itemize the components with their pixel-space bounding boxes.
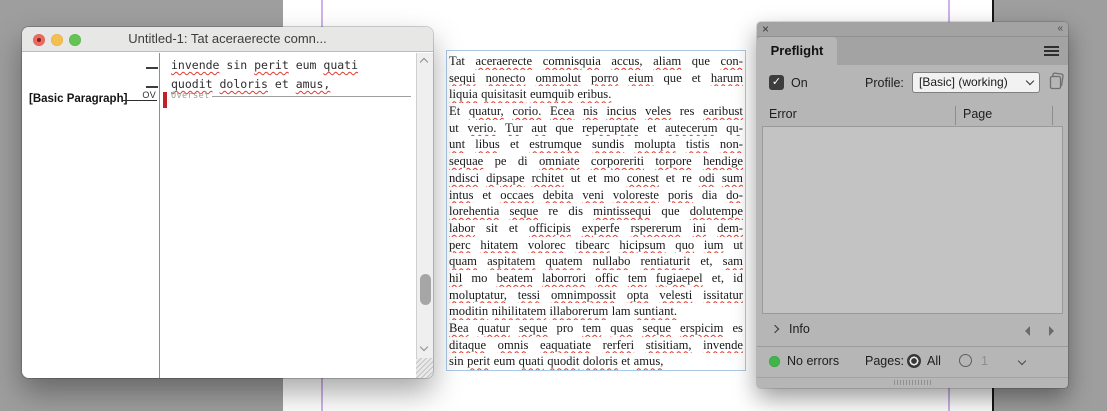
word: porro xyxy=(591,70,619,85)
word: ditaque xyxy=(449,337,487,352)
word: et xyxy=(274,77,289,91)
word: opta xyxy=(626,287,649,302)
overset-depth-marker: OV xyxy=(123,90,157,101)
word: verio. xyxy=(467,120,497,135)
word: odi xyxy=(698,170,715,185)
word: dis xyxy=(568,204,584,219)
word: hitatem xyxy=(480,237,519,252)
word: pro xyxy=(556,321,574,335)
collapse-icon[interactable]: « xyxy=(1057,23,1062,34)
word: dipsape xyxy=(486,170,525,185)
word: Tat xyxy=(449,54,465,68)
word: tibearc xyxy=(575,237,610,252)
word: re xyxy=(682,170,692,185)
word: accus, xyxy=(611,54,643,68)
vertical-scrollbar[interactable] xyxy=(416,53,433,378)
word: fugiaepel xyxy=(655,270,703,285)
word: poris xyxy=(667,187,694,202)
word: volorec xyxy=(527,237,566,252)
word: Bea xyxy=(449,321,469,335)
panel-resize-grip[interactable] xyxy=(894,380,932,385)
word: moditin xyxy=(449,304,489,319)
story-editor-titlebar[interactable] xyxy=(22,27,433,52)
word: invende xyxy=(703,337,743,352)
word: mo xyxy=(471,270,488,285)
word: eumquib xyxy=(529,87,575,102)
word: sundis xyxy=(591,137,625,152)
status-text: No errors xyxy=(787,354,840,368)
word: eium xyxy=(628,70,654,85)
next-arrow-icon[interactable] xyxy=(1049,326,1054,336)
on-label: On xyxy=(791,76,808,90)
word: ut xyxy=(733,237,743,252)
word: liquia xyxy=(449,87,478,102)
paragraph-style-column xyxy=(22,53,160,378)
word: ut xyxy=(449,120,459,135)
word: labor xyxy=(449,220,475,235)
word: et xyxy=(508,220,518,235)
word: harum xyxy=(710,70,743,85)
word: unt xyxy=(449,137,466,152)
column-separator[interactable] xyxy=(1052,106,1053,125)
prev-arrow-icon[interactable] xyxy=(1025,326,1030,336)
text-line xyxy=(449,53,743,70)
window-resize-grip[interactable] xyxy=(416,358,433,378)
word: hicipsum xyxy=(619,237,666,252)
word: ndisci xyxy=(449,170,480,185)
text-line xyxy=(449,237,743,254)
word: offic xyxy=(595,270,619,285)
word: que xyxy=(661,204,680,219)
text-cursor xyxy=(163,92,167,108)
word: con- xyxy=(720,54,743,68)
word: tem xyxy=(582,321,602,335)
word: quodit xyxy=(547,354,580,369)
word: beatem xyxy=(496,270,533,285)
text-line xyxy=(449,187,743,204)
word: res xyxy=(679,104,695,119)
word: perit xyxy=(254,58,289,72)
word: omnis xyxy=(497,337,529,352)
word: quam xyxy=(449,254,477,269)
radio-single-page[interactable] xyxy=(959,354,972,367)
word: di xyxy=(517,154,528,169)
word: quisitasit xyxy=(481,87,527,102)
word: issitatur xyxy=(703,287,743,302)
page-dropdown-chevron-icon[interactable] xyxy=(1018,357,1026,365)
word: quatem xyxy=(545,254,583,269)
panel-tab-row xyxy=(757,37,1068,65)
preflight-panel xyxy=(757,22,1068,388)
word: tistis xyxy=(685,137,710,152)
word: ini xyxy=(692,220,707,235)
word: seque xyxy=(509,204,539,219)
word: et xyxy=(665,170,676,185)
line-tick xyxy=(146,86,158,88)
word: intus xyxy=(449,187,474,202)
word: quatur, xyxy=(468,104,504,119)
word: Ecea xyxy=(549,104,575,119)
word: aspitatem xyxy=(487,254,536,269)
word: seque xyxy=(518,321,548,335)
word: suntiant. xyxy=(633,304,678,319)
word: aliam xyxy=(653,54,682,68)
word: seque xyxy=(642,321,672,335)
word: autecerum xyxy=(665,120,718,135)
word: quas xyxy=(610,321,634,335)
word: pe xyxy=(494,154,507,169)
word: quatur xyxy=(477,321,510,335)
profile-value: [Basic] (working) xyxy=(919,75,1008,89)
word: quodit xyxy=(171,77,213,91)
status-bar xyxy=(757,352,1068,378)
word: doloris xyxy=(582,354,618,369)
info-label: Info xyxy=(789,322,810,336)
word: illaborerum xyxy=(549,304,609,319)
word: rerferi xyxy=(602,337,635,352)
info-expander[interactable] xyxy=(757,318,1068,344)
word: et xyxy=(482,187,492,202)
word: veles xyxy=(645,104,672,119)
word: mo xyxy=(603,170,620,185)
word: rentiaturit xyxy=(640,254,691,269)
word: hil xyxy=(449,270,463,285)
word: et xyxy=(587,170,597,185)
word: veni xyxy=(582,187,604,202)
word: et xyxy=(621,354,631,369)
word: stisitiam, xyxy=(645,337,692,352)
word: lorehentia xyxy=(449,204,500,219)
word: nonecto xyxy=(485,70,526,85)
panel-menu-icon[interactable] xyxy=(1044,46,1059,56)
word: ium xyxy=(703,237,724,252)
word: perit xyxy=(467,354,491,369)
word: invende xyxy=(171,58,220,72)
word: rchitet xyxy=(531,170,564,185)
column-error: Error xyxy=(769,107,797,121)
word: qu- xyxy=(726,120,743,135)
word: molupta xyxy=(634,137,676,152)
text-line xyxy=(449,120,743,137)
radio-all-pages[interactable] xyxy=(907,354,921,368)
word: et xyxy=(510,137,520,152)
word: que xyxy=(691,54,710,68)
word: aut xyxy=(531,120,547,135)
column-page: Page xyxy=(963,107,993,121)
close-icon[interactable]: × xyxy=(762,22,770,36)
word: sequae xyxy=(449,154,484,169)
word: sum xyxy=(721,170,743,185)
word: laborrori xyxy=(542,270,587,285)
word: dia xyxy=(701,187,718,202)
text-line xyxy=(449,170,743,187)
word: estrumque xyxy=(529,137,582,152)
word: earibust xyxy=(703,104,743,119)
word: et xyxy=(647,120,657,135)
overset-divider: Overset xyxy=(171,91,411,101)
text-line xyxy=(449,203,743,220)
text-line xyxy=(449,136,743,153)
word: tem xyxy=(627,270,647,285)
window-title: Untitled-1: Tat aceraerecte comn... xyxy=(128,31,327,46)
word: conest xyxy=(626,170,659,185)
profile-label: Profile: xyxy=(865,76,904,90)
word: et, xyxy=(711,270,725,285)
word: incius xyxy=(606,104,637,119)
text-line xyxy=(449,303,743,320)
paragraph-style-label: [Basic Paragraph] xyxy=(29,93,128,105)
word: hendige xyxy=(703,154,743,169)
word: et, xyxy=(700,254,713,269)
status-dot xyxy=(769,356,780,367)
word: moluptatur, xyxy=(449,287,507,302)
story-editor-window xyxy=(22,27,433,378)
word: quati xyxy=(518,354,544,369)
error-list xyxy=(762,126,1063,314)
story-lines xyxy=(171,56,416,94)
word: sin xyxy=(226,58,248,72)
panel-titlebar[interactable] xyxy=(757,22,1068,37)
word: officipis xyxy=(529,220,571,235)
word: quo xyxy=(675,237,695,252)
column-separator[interactable] xyxy=(955,106,956,125)
error-list-header xyxy=(757,106,1068,126)
text-line xyxy=(449,153,743,170)
word: comnisquia xyxy=(542,54,601,68)
word: ommolut xyxy=(535,70,581,85)
word: rspererum xyxy=(630,220,682,235)
word: omnimpossit xyxy=(550,287,617,302)
word: Et xyxy=(449,104,461,119)
word: doloris xyxy=(219,77,268,91)
text-line xyxy=(449,253,743,270)
word: dolutempe xyxy=(689,204,743,219)
text-line xyxy=(449,337,743,354)
word: nis xyxy=(583,104,598,119)
word: eribus. xyxy=(577,87,612,102)
word: nullabo xyxy=(592,254,631,269)
story-line xyxy=(171,56,416,75)
word: erspicim xyxy=(680,321,724,335)
word: ut xyxy=(570,170,581,185)
word: amus, xyxy=(295,77,331,91)
on-checkbox[interactable]: ✓ xyxy=(769,75,784,90)
chevron-right-icon xyxy=(771,325,779,333)
text-line xyxy=(449,270,743,287)
text-line xyxy=(449,103,743,120)
scroll-down-icon[interactable] xyxy=(420,343,428,351)
word: mintissequi xyxy=(593,204,652,219)
word: experfe xyxy=(581,220,620,235)
text-line xyxy=(449,220,743,237)
embed-profile-icon[interactable] xyxy=(1048,72,1065,90)
single-page-value: 1 xyxy=(981,354,988,368)
word: debita xyxy=(542,187,574,202)
word: libus xyxy=(475,137,500,152)
word: voloreste xyxy=(612,187,660,202)
overset-dash xyxy=(123,90,140,101)
word: re xyxy=(548,204,559,219)
frame-text xyxy=(449,53,743,370)
word: eum xyxy=(295,58,317,72)
word: que xyxy=(555,120,574,135)
word: corio. xyxy=(512,104,542,119)
word: dem- xyxy=(717,220,743,235)
word: lam xyxy=(611,304,631,319)
word: nihilitatem xyxy=(491,304,547,319)
word: es xyxy=(732,321,743,335)
word: eum xyxy=(493,354,516,369)
scrollbar-thumb[interactable] xyxy=(420,274,431,305)
word: tessi xyxy=(517,287,541,302)
word: que xyxy=(663,70,682,85)
word: amus, xyxy=(633,354,664,369)
word: omniate xyxy=(538,154,580,169)
pages-label: Pages: xyxy=(865,354,904,368)
word: eaquatiate xyxy=(540,337,592,352)
word: non- xyxy=(719,137,743,152)
line-tick xyxy=(146,67,158,69)
scroll-up-icon[interactable] xyxy=(420,58,428,66)
word: Tur xyxy=(505,120,523,135)
text-line xyxy=(449,86,743,103)
word: sit xyxy=(485,220,498,235)
word: quati xyxy=(323,58,359,72)
word: aceraerecte xyxy=(475,54,533,68)
word: do- xyxy=(726,187,743,202)
chevron-down-icon xyxy=(1026,77,1034,85)
word: sequi xyxy=(449,70,476,85)
word: sam xyxy=(722,254,743,269)
word: torpore xyxy=(655,154,692,169)
word: velesti xyxy=(659,287,693,302)
text-line xyxy=(449,70,743,87)
word: et xyxy=(691,70,701,85)
word: perc xyxy=(449,237,471,252)
word: occaes xyxy=(500,187,534,202)
text-line xyxy=(449,287,743,304)
all-label: All xyxy=(927,354,941,368)
word: corporeriti xyxy=(590,154,645,169)
text-frame[interactable] xyxy=(446,50,746,371)
word: id xyxy=(733,270,743,285)
tab-preflight[interactable]: Preflight xyxy=(757,37,837,65)
text-line xyxy=(449,320,743,337)
story-text-area[interactable] xyxy=(160,53,416,378)
profile-dropdown[interactable] xyxy=(912,72,1040,93)
word: sin xyxy=(449,354,464,369)
word: reperuptate xyxy=(582,120,639,135)
text-line xyxy=(449,353,743,370)
